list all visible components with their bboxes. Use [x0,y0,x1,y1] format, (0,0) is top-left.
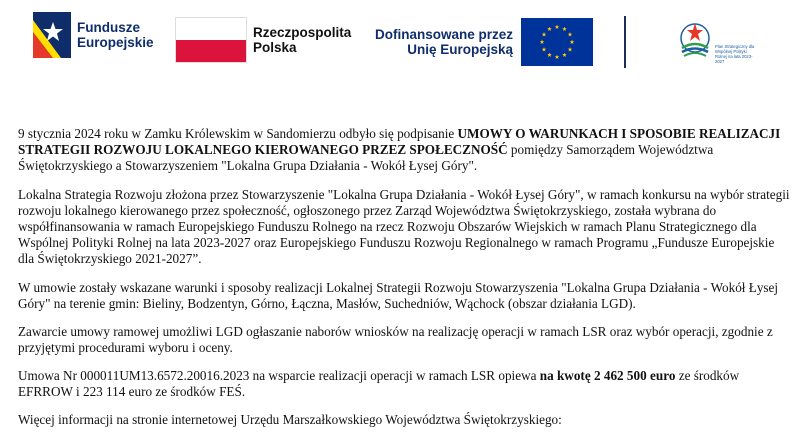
rzeczpospolita-line1: Rzeczpospolita [253,25,352,40]
polish-flag-icon [175,17,247,63]
paragraph-3: W umowie zostały wskazane warunki i sposoby realizacji Lokalnej Strategii Rozwoju Stowarzyszenia "Lokalna Grupa Działania - Wokół Łysej Góry" na terenie gmin: Bieliny, Bodzentyn, Górno, Łączna, Masłów, Suchedniów, Wąchock (obszar działania LGD). [18,280,779,311]
paragraph-6: Więcej informacji na stronie internetowej Urzędu Marszałkowskiego Województwa Świętokrzyskiego: [18,412,562,427]
logo-bar [0,0,800,80]
unia-line1: Dofinansowane przez [375,27,514,42]
unia-line2: Unię Europejską [407,42,514,57]
p1-intro: 9 stycznia 2024 roku w Zamku Królewskim w Sandomierzu odbyło się podpisanie [18,126,458,141]
prow-logo [676,14,755,64]
logo-divider [624,16,626,68]
p5-amount: na kwotę 2 462 500 euro [539,368,676,383]
unia-europejska-logo [375,18,593,66]
paragraph-1 [18,126,793,174]
fundusze-europejskie-logo [33,12,154,58]
fundusze-line1: Fundusze [77,20,140,35]
document-body [18,126,793,428]
p5-sources: ze środków EFRROW i 223 114 euro ze środków FEŚ. [18,368,740,399]
p1-agreement-title: UMOWY O WARUNKACH I SPOSOBIE REALIZACJI STRATEGII ROZWOJU LOKALNEGO KIEROWANEGO PRZEZ SPOŁECZNOŚĆ [18,126,781,157]
paragraph-4: Zawarcie umowy ramowej umożliwi LGD ogłaszanie naborów wniosków na realizację operacji w ramach LSR oraz wybór operacji, zgodnie z przyjętymi procedurami wyboru i oceny. [18,324,773,355]
p1-parties: pomiędzy Samorządem Województwa Świętokrzyskiego a Stowarzyszeniem "Lokalna Grupa Działania - Wokół Łysej Góry". [18,142,714,173]
paragraph-5 [18,368,793,400]
paragraph-2: Lokalna Strategia Rozwoju złożona przez Stowarzyszenie "Lokalna Grupa Działania - Wokół Łysej Góry", w ramach konkursu na wybór strategii rozwoju lokalnego kierowanego przez społeczność, ogłoszonego przez Zarząd Województwa Świętokrzyskiego, została wybrana do współfinansowania w ramach Europejskiego Funduszu Rolnego na rzecz Rozwoju Obszarów Wiejskich w ramach Planu Strategicznego dla Wspólnej Polityki Rolnej na lata 2023-2027 oraz Europejskiego Funduszu Rozwoju Regionalnego w ramach Programu „Fundusze Europejskie dla Świętokrzyskiego 2021-2027”. [18,187,790,266]
prow-caption: Plan Strategiczny dla Wspólnej Polityki Rolnej na lata 2023-2027 [715,44,755,64]
p5-contract: Umowa Nr 000011UM13.6572.20016.2023 na wsparcie realizacji operacji w ramach LSR opiewa [18,368,540,383]
rzeczpospolita-polska-logo [175,17,351,63]
rzeczpospolita-line2: Polska [253,40,297,55]
fundusze-europejskie-emblem-icon [33,12,71,58]
eu-flag-icon [521,18,593,66]
fundusze-line2: Europejskie [77,35,154,50]
prow-emblem-icon [676,14,714,64]
